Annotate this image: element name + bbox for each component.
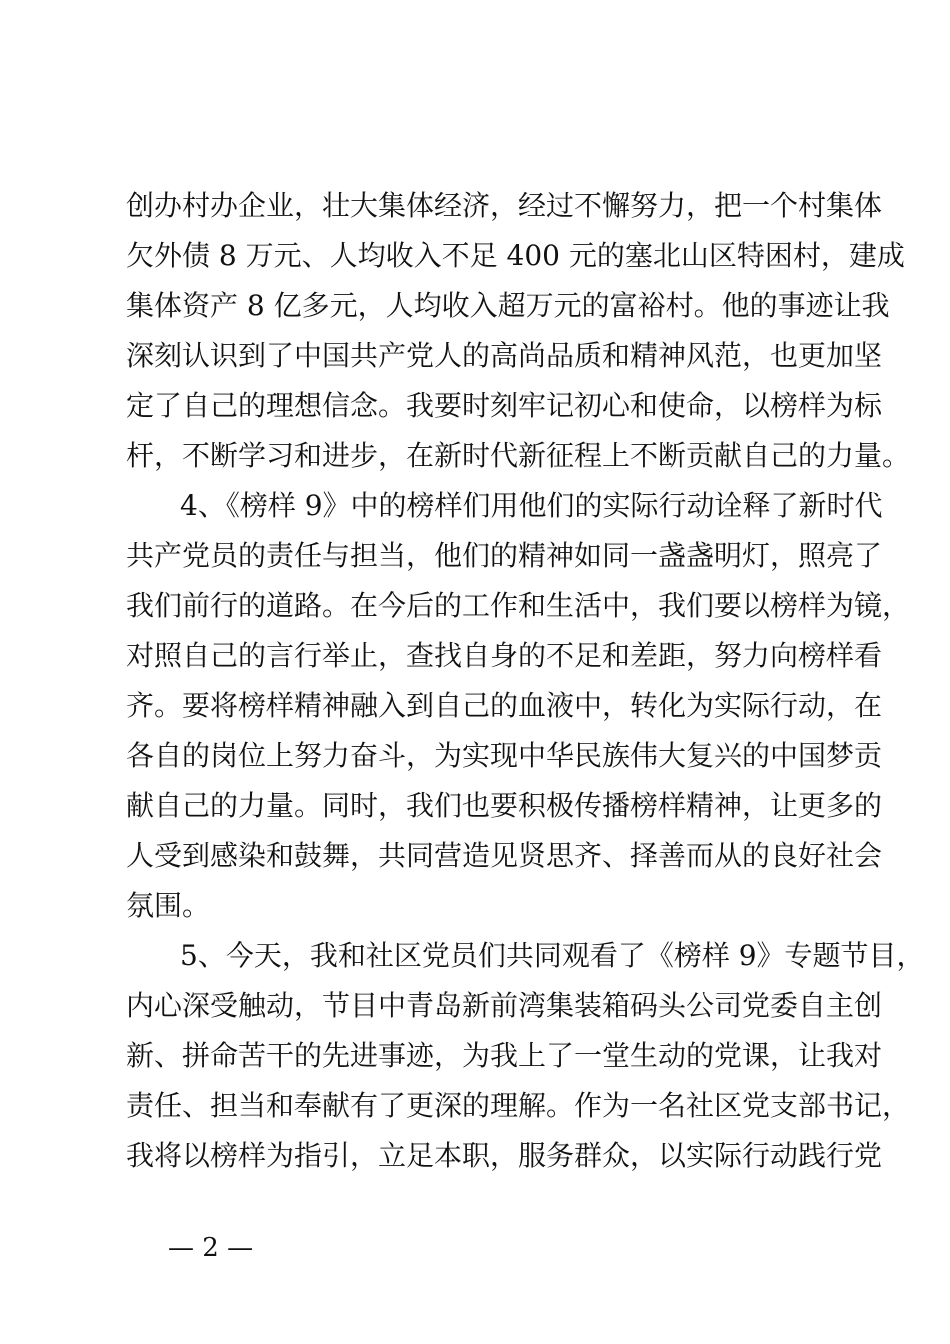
paragraph-line: 创办村办企业，壮大集体经济，经过不懈努力，把一个村集体 [126, 189, 883, 222]
paragraph-4-first-line: 4、《榜样 9》中的榜样们用他们的实际行动诠释了新时代 [180, 489, 883, 522]
paragraph-line: 齐。要将榜样精神融入到自己的血液中，转化为实际行动，在 [126, 689, 883, 722]
paragraph-line: 我们前行的道路。在今后的工作和生活中，我们要以榜样为镜， [126, 589, 911, 622]
paragraph-line: 定了自己的理想信念。我要时刻牢记初心和使命，以榜样为标 [126, 389, 883, 422]
paragraph-line: 责任、担当和奉献有了更深的理解。作为一名社区党支部书记， [126, 1089, 911, 1122]
paragraph-line: 新、拼命苦干的先进事迹，为我上了一堂生动的党课，让我对 [126, 1039, 883, 1072]
paragraph-line: 集体资产 8 亿多元，人均收入超万元的富裕村。他的事迹让我 [126, 289, 890, 322]
paragraph-line: 杆，不断学习和进步，在新时代新征程上不断贡献自己的力量。 [126, 439, 911, 472]
paragraph-line: 我将以榜样为指引，立足本职，服务群众，以实际行动践行党 [126, 1139, 883, 1172]
paragraph-line: 献自己的力量。同时，我们也要积极传播榜样精神，让更多的 [126, 789, 883, 822]
page-number: — 2 — [168, 1233, 254, 1263]
paragraph-line: 对照自己的言行举止，查找自身的不足和差距，努力向榜样看 [126, 639, 883, 672]
paragraph-line: 欠外债 8 万元、人均收入不足 400 元的塞北山区特困村，建成 [126, 239, 905, 272]
paragraph-line: 各自的岗位上努力奋斗，为实现中华民族伟大复兴的中国梦贡 [126, 739, 883, 772]
paragraph-line: 共产党员的责任与担当，他们的精神如同一盏盏明灯，照亮了 [126, 539, 883, 572]
paragraph-5-first-line: 5、今天，我和社区党员们共同观看了《榜样 9》专题节目， [180, 939, 925, 972]
paragraph-line: 氛围。 [126, 889, 211, 922]
paragraph-line: 人受到感染和鼓舞，共同营造见贤思齐、择善而从的良好社会 [126, 839, 883, 872]
paragraph-line: 内心深受触动，节目中青岛新前湾集装箱码头公司党委自主创 [126, 989, 883, 1022]
paragraph-line: 深刻认识到了中国共产党人的高尚品质和精神风范，也更加坚 [126, 339, 883, 372]
